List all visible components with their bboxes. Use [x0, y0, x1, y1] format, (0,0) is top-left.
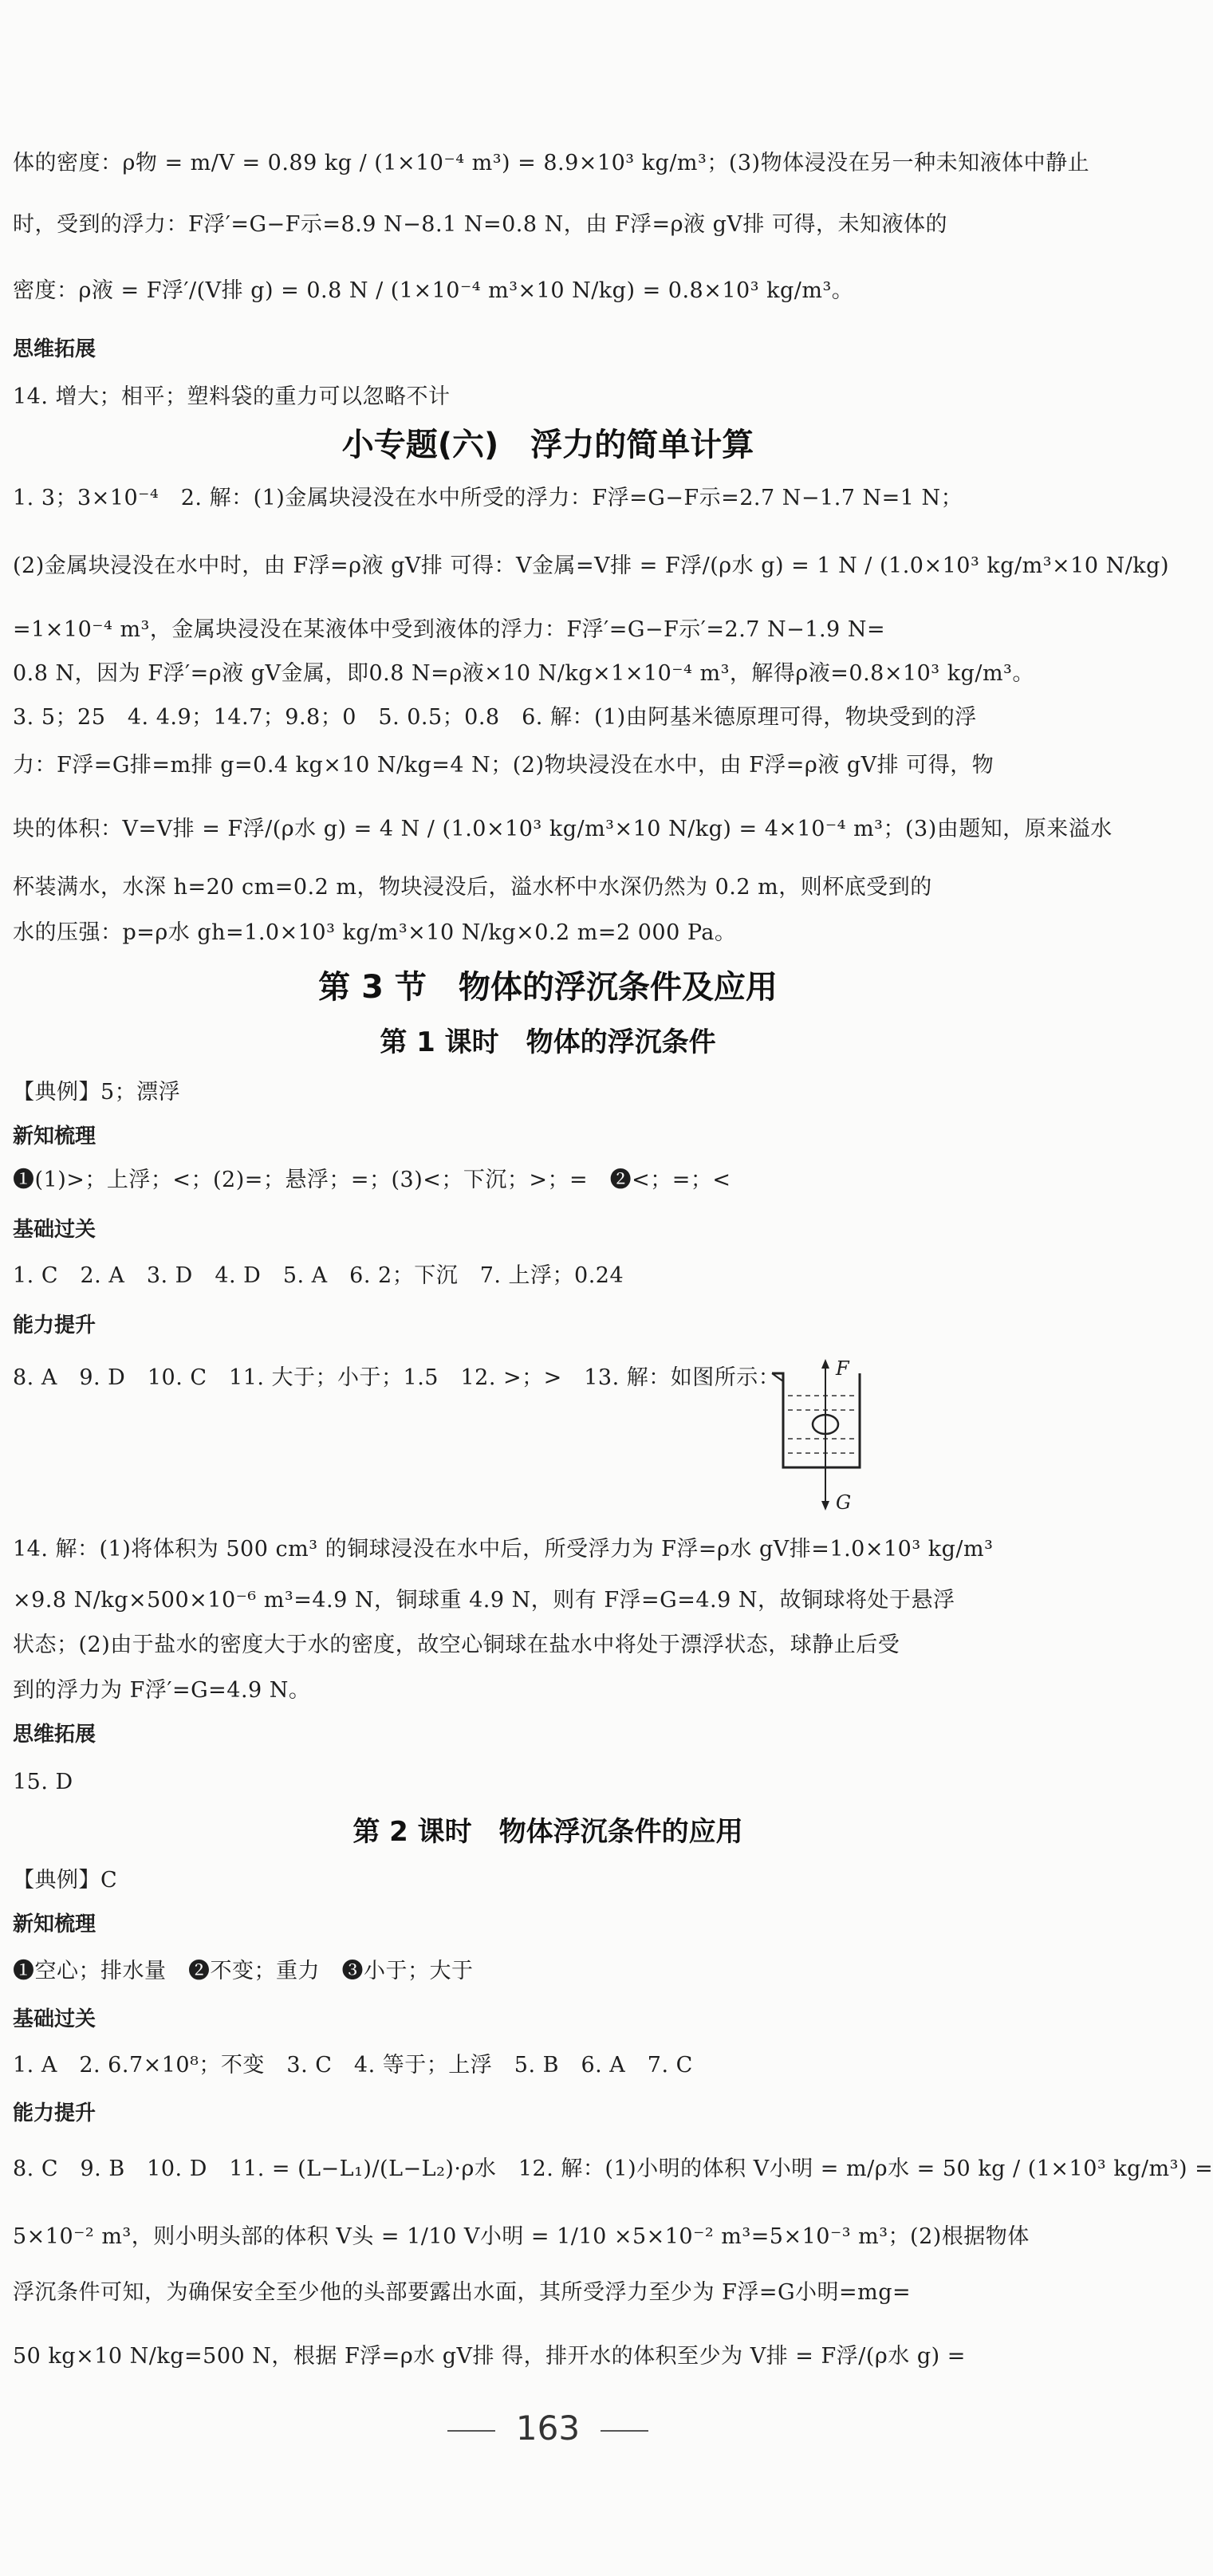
lesson-title: 第 1 课时 物体的浮沉条件: [380, 1026, 716, 1058]
section-heading: 新知梳理: [13, 1125, 96, 1148]
text-line: ×9.8 N/kg×500×10⁻⁶ m³=4.9 N，铜球重 4.9 N，则有 F浮=G=4.9 N，故铜球将处于悬浮: [13, 1588, 955, 1613]
page-number: 163: [515, 2409, 581, 2448]
text-line: 密度：ρ液 = F浮′/(V排 g) = 0.8 N / (1×10⁻⁴ m³×10 N/kg) = 0.8×10³ kg/m³。: [13, 278, 854, 303]
text-line: 到的浮力为 F浮′=G=4.9 N。: [13, 1678, 311, 1703]
section-heading: 基础过关: [13, 1218, 96, 1242]
text-line: 3. 5；25 4. 4.9；14.7；9.8；0 5. 0.5；0.8 6. 解：(1)由阿基米德原理可得，物块受到的浮: [13, 705, 977, 730]
section-heading: 思维拓展: [13, 337, 96, 361]
text-line: 8. A 9. D 10. C 11. 大于；小于；1.5 12. >；> 13. 解：如图所示：: [13, 1365, 781, 1390]
text-line: 块的体积：V=V排 = F浮/(ρ水 g) = 4 N / (1.0×10³ kg/m³×10 N/kg) = 4×10⁻⁴ m³；(3)由题知，原来溢水: [13, 817, 1113, 841]
text-line: 1. A 2. 6.7×10⁸；不变 3. C 4. 等于；上浮 5. B 6. A 7. C: [13, 2053, 693, 2078]
section-title: 第 3 节 物体的浮沉条件及应用: [318, 969, 778, 1006]
section-heading: 能力提升: [13, 1314, 96, 1337]
text-line: 50 kg×10 N/kg=500 N，根据 F浮=ρ水 gV排 得，排开水的体积至少为 V排 = F浮/(ρ水 g) =: [13, 2344, 966, 2369]
topic-title: 小专题(六) 浮力的简单计算: [341, 427, 754, 463]
text-line: 15. D: [13, 1770, 73, 1794]
buoyancy-diagram: [766, 1356, 877, 1515]
text-line: 1. 3；3×10⁻⁴ 2. 解：(1)金属块浸没在水中所受的浮力：F浮=G−F示=2.7 N−1.7 N=1 N；: [13, 486, 963, 510]
text-line: 状态；(2)由于盐水的密度大于水的密度，故空心铜球在盐水中将处于漂浮状态，球静止后受: [13, 1633, 900, 1657]
footer-rule: [447, 2430, 495, 2432]
footer-rule: [601, 2430, 648, 2432]
text-line: 力：F浮=G排=m排 g=0.4 kg×10 N/kg=4 N；(2)物块浸没在水中，由 F浮=ρ液 gV排 可得，物: [13, 753, 994, 778]
text-line: 0.8 N，因为 F浮′=ρ液 gV金属，即0.8 N=ρ液×10 N/kg×1×10⁻⁴ m³，解得ρ液=0.8×10³ kg/m³。: [13, 661, 1034, 686]
text-line: ❶空心；排水量 ❷不变；重力 ❸小于；大于: [13, 1959, 474, 1983]
text-line: 1. C 2. A 3. D 4. D 5. A 6. 2；下沉 7. 上浮；0.24: [13, 1263, 624, 1288]
lesson-title: 第 2 课时 物体浮沉条件的应用: [352, 1816, 743, 1848]
text-line: 杯装满水，水深 h=20 cm=0.2 m，物块浸没后，溢水杯中水深仍然为 0.2 m，则杯底受到的: [13, 875, 932, 900]
text-line: 8. C 9. B 10. D 11. = (L−L₁)/(L−L₂)·ρ水 12. 解：(1)小明的体积 V小明 = m/ρ水 = 50 kg / (1×10³ kg/m³) =: [13, 2157, 1213, 2181]
section-heading: 能力提升: [13, 2101, 96, 2125]
text-line: 14. 增大；相平；塑料袋的重力可以忽略不计: [13, 384, 451, 409]
force-label-f: F: [836, 1357, 849, 1380]
text-line: ❶(1)>；上浮；<；(2)=；悬浮；=；(3)<；下沉；>；= ❷<；=；<: [13, 1168, 731, 1192]
text-line: 5×10⁻² m³，则小明头部的体积 V头 = 1/10 V小明 = 1/10 ×5×10⁻² m³=5×10⁻³ m³；(2)根据物体: [13, 2224, 1030, 2249]
text-line: 水的压强：p=ρ水 gh=1.0×10³ kg/m³×10 N/kg×0.2 m=2 000 Pa。: [13, 920, 737, 945]
text-line: 浮沉条件可知，为确保安全至少他的头部要露出水面，其所受浮力至少为 F浮=G小明=mg=: [13, 2280, 912, 2305]
text-line: 体的密度：ρ物 = m/V = 0.89 kg / (1×10⁻⁴ m³) = 8.9×10³ kg/m³；(3)物体浸没在另一种未知液体中静止: [13, 151, 1090, 175]
text-line: 【典例】C: [13, 1868, 118, 1893]
text-line: (2)金属块浸没在水中时，由 F浮=ρ液 gV排 可得：V金属=V排 = F浮/(ρ水 g) = 1 N / (1.0×10³ kg/m³×10 N/kg): [13, 553, 1169, 578]
text-line: 时，受到的浮力：F浮′=G−F示=8.9 N−8.1 N=0.8 N，由 F浮=ρ液 gV排 可得，未知液体的: [13, 212, 947, 237]
section-heading: 基础过关: [13, 2007, 96, 2031]
text-line: 【典例】5；漂浮: [13, 1080, 181, 1105]
section-heading: 思维拓展: [13, 1723, 96, 1747]
force-label-g: G: [836, 1491, 852, 1514]
section-heading: 新知梳理: [13, 1912, 96, 1936]
text-line: 14. 解：(1)将体积为 500 cm³ 的铜球浸没在水中后，所受浮力为 F浮=ρ水 gV排=1.0×10³ kg/m³: [13, 1537, 994, 1562]
page-footer: [0, 2409, 1096, 2448]
text-line: =1×10⁻⁴ m³，金属块浸没在某液体中受到液体的浮力：F浮′=G−F示′=2.7 N−1.9 N=: [13, 617, 886, 642]
